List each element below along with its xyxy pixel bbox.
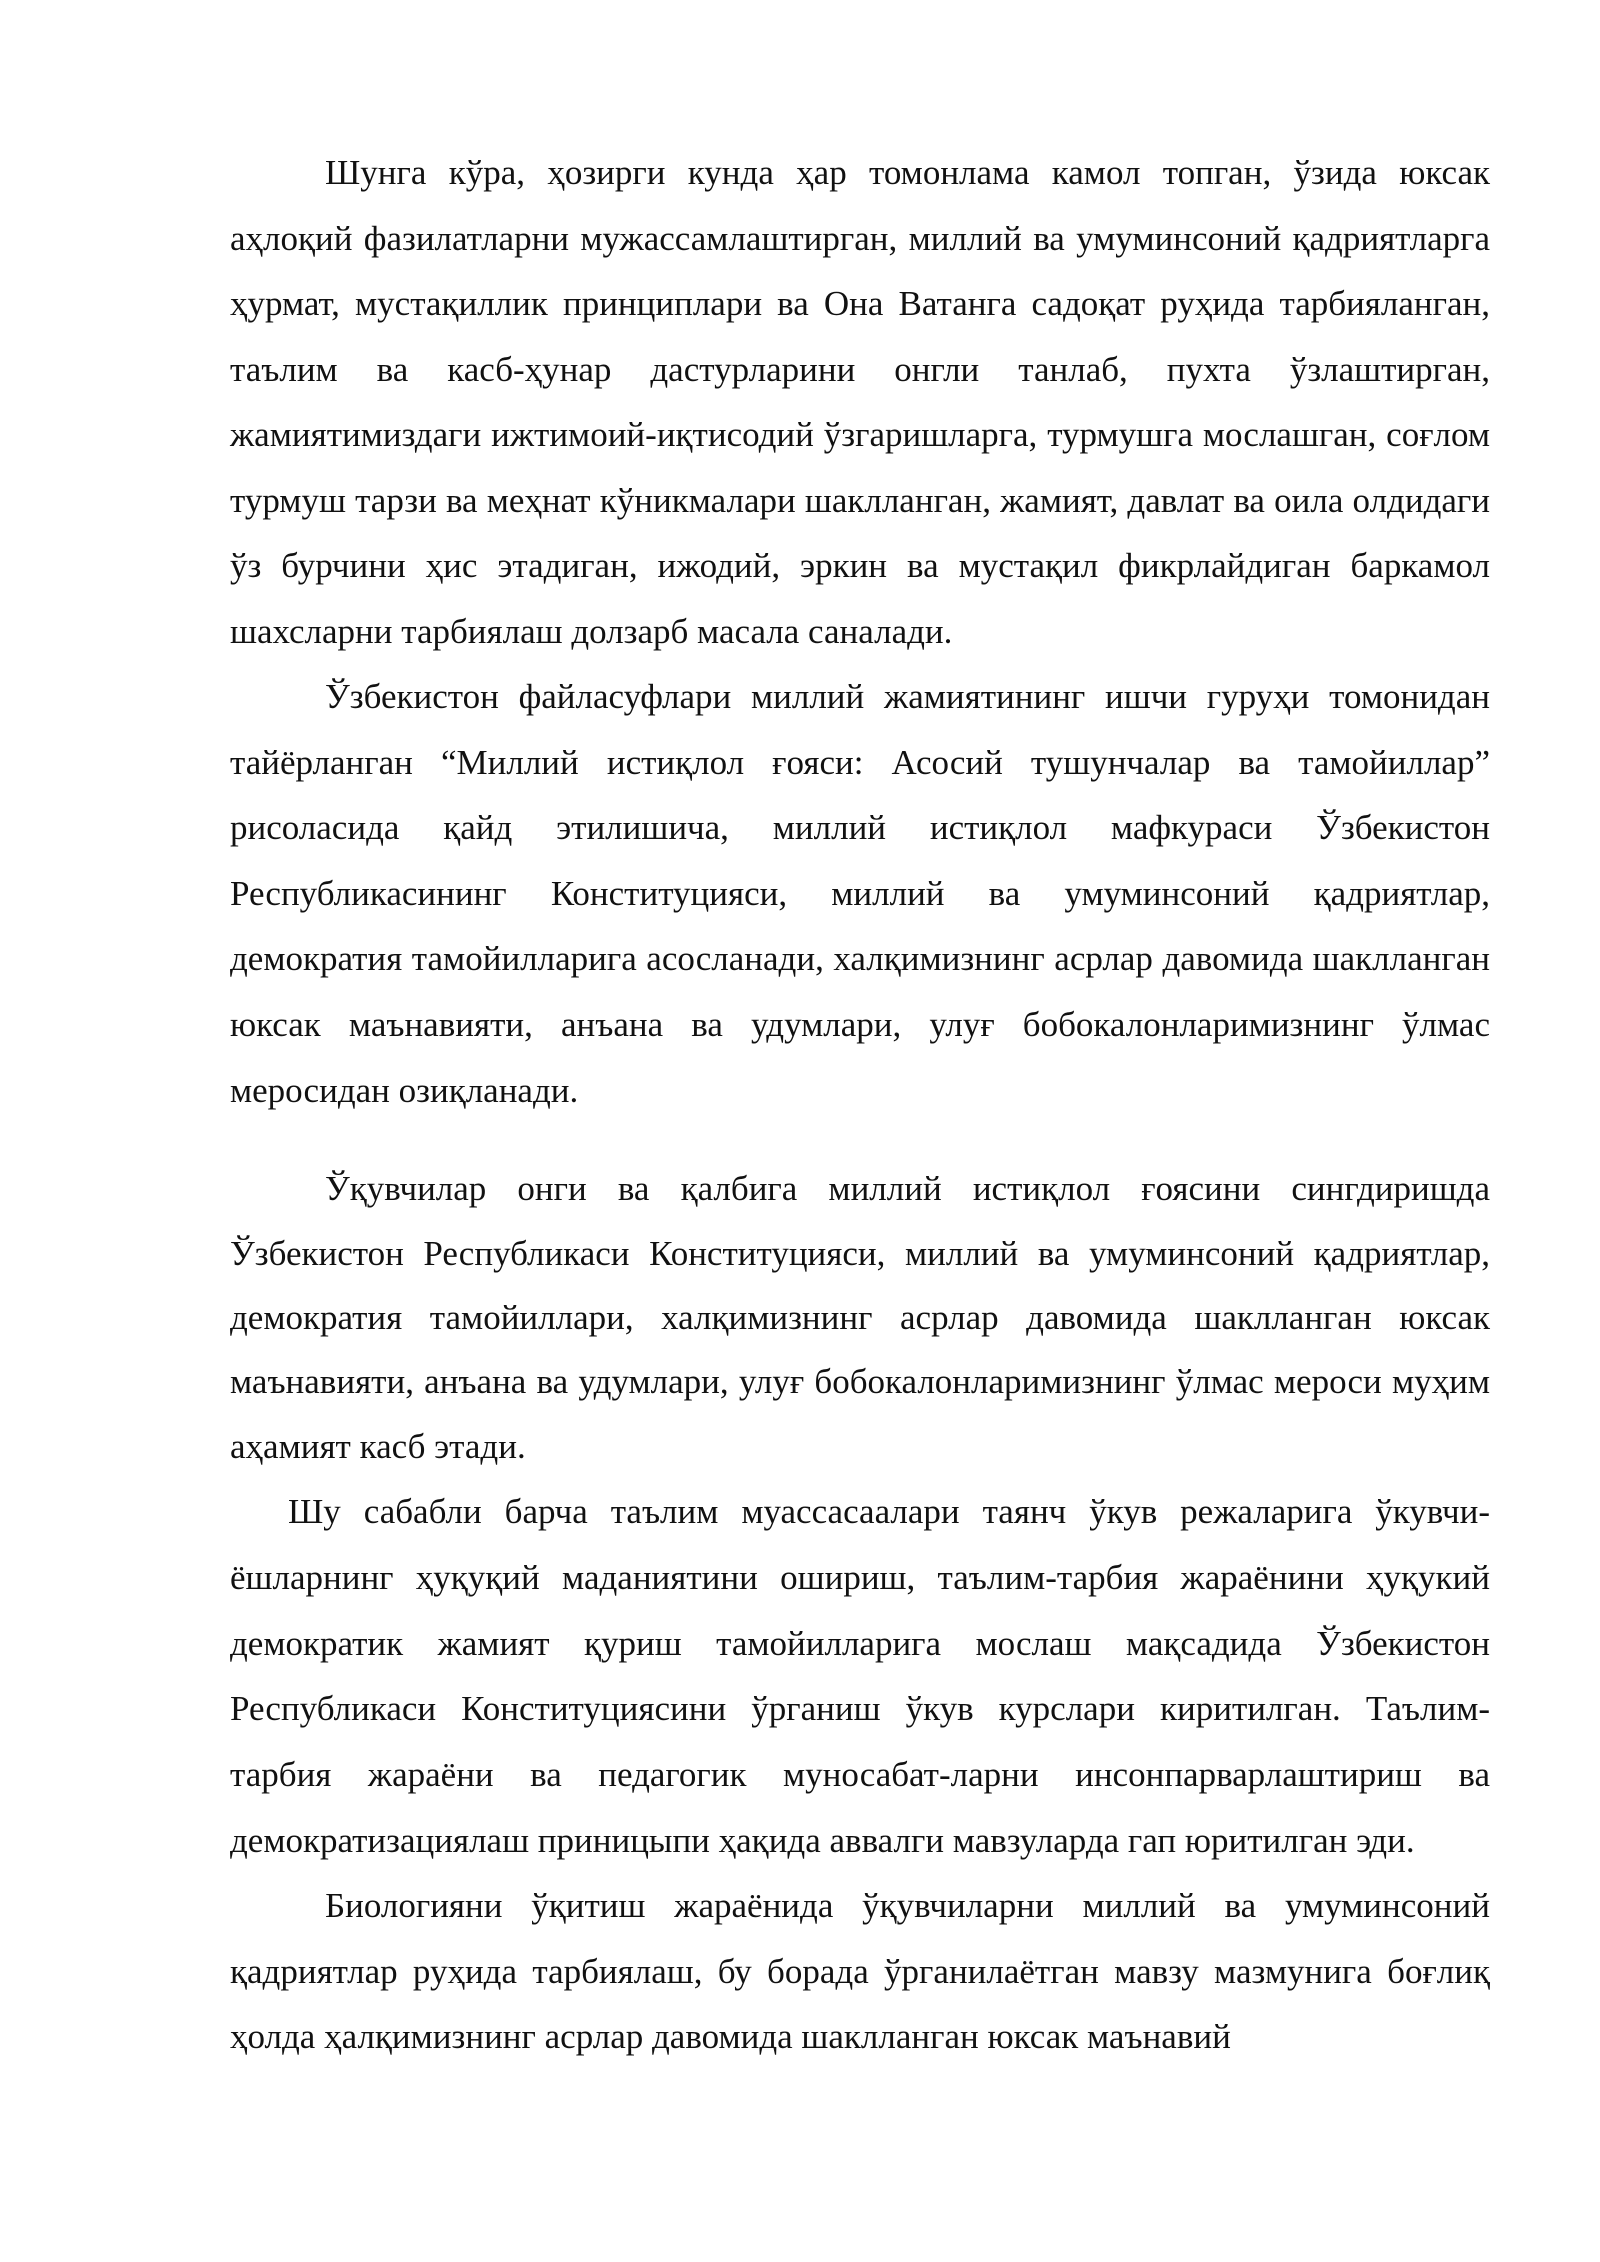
paragraph-4: Шу сабабли барча таълим муассасаалари таянч ўкув режаларига ўкувчи-ёшларнинг ҳуқуқий маданиятини ошириш, таълим-тарбия жараёнини ҳуқукий демократик жамият қуриш тамойилларига мослаш мақсадида Ўзбекистон Республикаси Конституциясини ўрганиш ўкув курслари киритилган. Таълим-тарбия жараёни ва педагогик муносабат-ларни инсонпарварлаштириш ва демократизациялаш приницыпи ҳақида аввалги мавзуларда гап юритилган эди.	[230, 1492, 1490, 1860]
paragraph-2: Ўзбекистон файласуфлари миллий жамиятининг ишчи гуруҳи томонидан тайёрланган “Миллий истиқлол ғояси: Асосий тушунчалар ва тамойиллар” рисоласида қайд этилишича, миллий истиқлол мафкураси Ўзбекистон Республикасининг Конституцияси, миллий ва умуминсоний қадриятлар, демократия тамойилларига асосланади, халқимизнинг асрлар давомида шаклланган юксак маънавияти, анъана ва удумлари, улуғ бобокалонларимизнинг ўлмас меросидан озиқланади.	[230, 677, 1490, 1110]
paragraph-1: Шунга кўра, ҳозирги кунда ҳар томонлама камол топган, ўзида юксак аҳлоқий фазилатларни мужассамлаштирган, миллий ва умуминсоний қадриятларга ҳурмат, мустақиллик принциплари ва Она Ватанга садоқат руҳида тарбияланган, таълим ва касб-ҳунар дастурларини онгли танлаб, пухта ўзлаштирган, жамиятимиздаги ижтимоий-иқтисодий ўзгаришларга, турмушга мослашган, соғлом турмуш тарзи ва меҳнат кўникмалари шаклланган, жамият, давлат ва оила олдидаги ўз бурчини ҳис этадиган, ижодий, эркин ва мустақил фикрлайдиган баркамол шахсларни тарбиялаш долзарб масала саналади.	[230, 153, 1490, 651]
document-page	[230, 140, 1490, 2070]
paragraph-3: Ўқувчилар онги ва қалбига миллий истиқлол ғоясини сингдиришда Ўзбекистон Республикаси Конституцияси, миллий ва умуминсоний қадриятлар, демократия тамойиллари, халқимизнинг асрлар давомида шаклланган юксак маънавияти, анъана ва удумлари, улуғ бобокалонларимизнинг ўлмас мероси муҳим аҳамият касб этади.	[230, 1169, 1490, 1466]
paragraph-5: Биологияни ўқитиш жараёнида ўқувчиларни миллий ва умуминсоний қадриятлар руҳида тарбиялаш, бу борада ўрганилаётган мавзу мазмунига боғлиқ ҳолда ҳалқимизнинг асрлар давомида шаклланган юксак маънавий	[230, 1886, 1490, 2057]
